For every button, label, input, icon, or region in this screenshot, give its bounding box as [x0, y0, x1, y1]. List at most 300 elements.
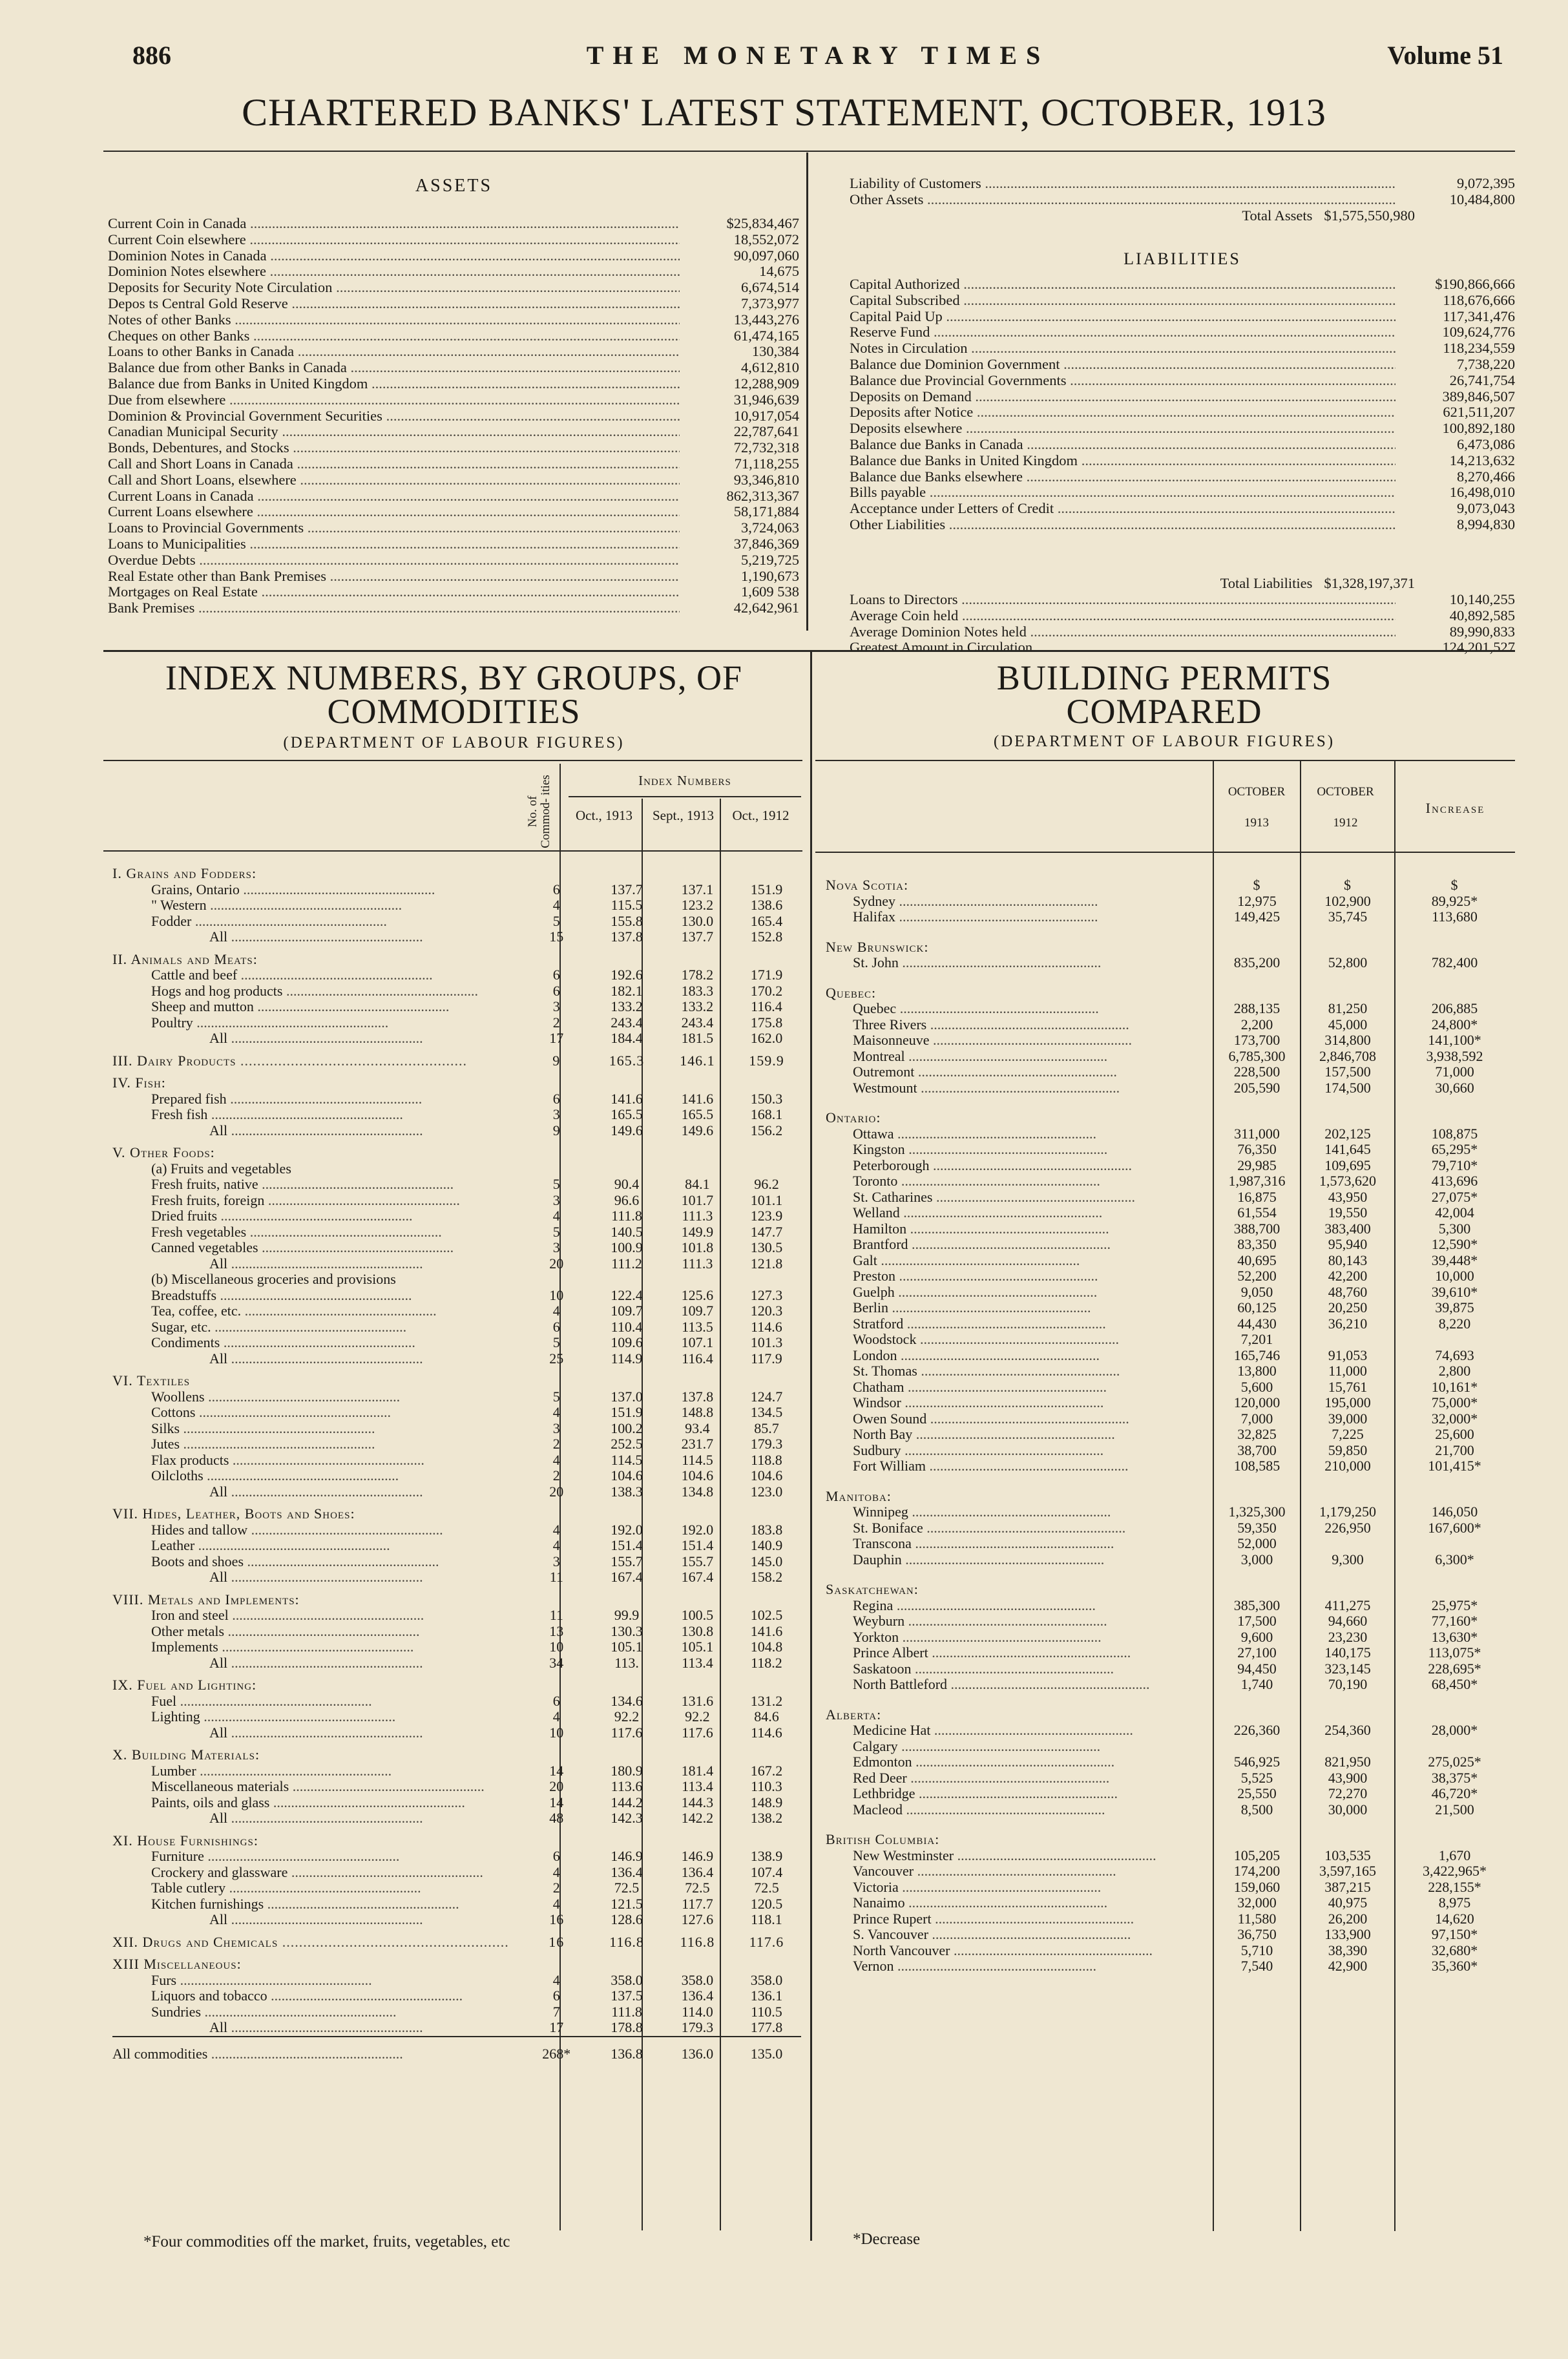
- index-cell-n: [522, 945, 591, 968]
- index-row: [112, 1693, 801, 1710]
- permits-cell-a: 76,350: [1237, 1141, 1277, 1157]
- permits-cell-b: 80,143: [1328, 1252, 1368, 1268]
- permits-cell-b: 59,850: [1328, 1442, 1368, 1458]
- total-liabilities-value: $1,328,197,371: [1324, 575, 1415, 591]
- index-item-label: [112, 1208, 522, 1224]
- index-cell-n: 4: [552, 1971, 560, 1988]
- permits-leader-dots: ........................................................: [893, 1597, 1096, 1613]
- index-item-label: [112, 1639, 522, 1655]
- index-cell-n: 10: [549, 1639, 564, 1655]
- index-item-label: [112, 1849, 522, 1865]
- index-row: [112, 1015, 801, 1031]
- permits-label-text: Welland: [853, 1205, 900, 1221]
- index-row: [112, 2004, 801, 2020]
- index-label-text: All: [209, 1810, 228, 1826]
- index-cell-c: 110.5: [751, 2003, 782, 2020]
- permits-label-text: Ottawa: [853, 1126, 894, 1142]
- index-cell-b: 136.4: [681, 1987, 714, 2004]
- permits-cell-c: 113,075*: [1428, 1644, 1481, 1661]
- index-cell-b: 146.9: [681, 1848, 714, 1864]
- permits-city-label: [826, 1613, 1213, 1630]
- index-cell-n: 3: [552, 1239, 560, 1255]
- index-cell-a: 113.: [614, 1654, 639, 1671]
- index-cell-b: 117.6: [682, 1724, 713, 1741]
- index-leader-dots: ......................................................: [218, 1639, 414, 1655]
- statement-row: [108, 520, 799, 536]
- index-leader-dots: ......................................................: [206, 897, 402, 913]
- permits-cell-a: 40,695: [1237, 1252, 1277, 1268]
- index-cell-b: 183.3: [681, 982, 714, 999]
- index-label-text: VII. Hides, Leather, Boots and Shoes:: [112, 1505, 355, 1522]
- index-item-label: [112, 1319, 522, 1336]
- index-item-label: [112, 1624, 522, 1640]
- statement-value: 862,313,367: [726, 487, 799, 504]
- index-cell-a: [591, 1827, 663, 1849]
- index-row: [112, 1123, 801, 1139]
- index-cell-b: 231.7: [681, 1436, 714, 1452]
- permits-cell-b: 314,800: [1324, 1032, 1371, 1048]
- permits-cell-a: 165,746: [1233, 1347, 1281, 1363]
- index-leader-dots: ......................................................: [217, 1208, 413, 1224]
- statement-row: [850, 389, 1515, 405]
- permits-city-label: [826, 1443, 1213, 1459]
- index-row: [112, 1484, 801, 1500]
- permits-cell-a: 61,554: [1237, 1204, 1277, 1221]
- index-cell-a: 96.6: [614, 1191, 640, 1208]
- permits-cell-c: 228,155*: [1428, 1878, 1481, 1895]
- permits-label-text: Alberta:: [826, 1706, 882, 1723]
- permits-label-text: Prince Albert: [853, 1645, 928, 1661]
- index-cell-a: 100.2: [611, 1420, 643, 1436]
- permits-leader-dots: ........................................................: [926, 1410, 1129, 1427]
- index-row: [112, 1538, 801, 1554]
- index-cell-b: 146.1: [680, 1052, 715, 1069]
- index-subheader-rule: [103, 850, 802, 852]
- permits-label-text: Winnipeg: [853, 1504, 908, 1520]
- statement-row: [108, 296, 799, 312]
- index-cell-n: 4: [552, 897, 560, 913]
- index-cell-a: 165.3: [609, 1052, 645, 1069]
- permits-cell-a: 159,060: [1233, 1878, 1281, 1895]
- index-cell-c: 140.9: [750, 1537, 783, 1553]
- index-label-text: All: [209, 1122, 228, 1138]
- permits-cell-b: 9,300: [1332, 1551, 1364, 1567]
- index-item-label: [112, 1484, 522, 1500]
- index-row: [112, 882, 801, 898]
- permits-cell-a: 311,000: [1234, 1125, 1280, 1142]
- index-row: [112, 1224, 801, 1241]
- index-cell-c: 131.2: [750, 1692, 783, 1709]
- permits-city-label: [826, 1458, 1213, 1474]
- index-label-text: Sugar, etc.: [151, 1319, 211, 1335]
- index-row: [112, 1795, 801, 1811]
- index-row: [112, 1319, 801, 1336]
- page-header: [132, 40, 1503, 79]
- permits-label-text: St. Thomas: [853, 1363, 917, 1379]
- permits-row: [826, 1064, 1514, 1080]
- index-label-text: XI. House Furnishings:: [112, 1832, 258, 1849]
- permits-cell-b: 11,000: [1328, 1363, 1367, 1379]
- permits-cell-c: 30,660: [1435, 1079, 1474, 1096]
- index-leader-dots: ......................................................: [227, 1122, 423, 1138]
- index-cell-b: 141.6: [681, 1090, 714, 1107]
- permits-city-label: [826, 1677, 1213, 1693]
- index-cell-c: [732, 1671, 801, 1693]
- permits-row: [826, 1395, 1514, 1411]
- index-cell-c: 152.8: [750, 928, 783, 945]
- statement-label: Loans to Provincial Governments .....: [108, 520, 680, 536]
- statement-row: [850, 437, 1515, 453]
- index-cell-b: 114.5: [682, 1451, 713, 1468]
- permits-cell-b: 95,940: [1328, 1236, 1368, 1252]
- statement-label: Bonds, Debentures, and Stocks .....: [108, 440, 680, 456]
- index-item-label: [112, 1896, 522, 1913]
- index-item-label: [112, 1538, 522, 1554]
- index-row: [112, 1849, 801, 1865]
- permits-cell-b: [1301, 1739, 1395, 1755]
- permits-city-label: [826, 1348, 1213, 1364]
- index-cell-c: 118.1: [751, 1911, 782, 1927]
- index-cell-c: 151.9: [750, 881, 783, 897]
- index-cell-b: 137.7: [681, 928, 714, 945]
- index-cell-c: 118.2: [751, 1654, 782, 1671]
- index-item-label: [112, 1779, 522, 1795]
- index-cell-n: [522, 1586, 591, 1608]
- index-cell-a: 99.9: [614, 1607, 640, 1623]
- permits-city-label: [826, 894, 1213, 910]
- index-cell-b: 109.7: [681, 1303, 714, 1319]
- permits-leader-dots: ........................................................: [877, 1252, 1080, 1268]
- index-cell-b: 105.1: [681, 1639, 714, 1655]
- index-cell-n: 25: [549, 1350, 564, 1367]
- permits-leader-dots: ........................................................: [908, 1504, 1111, 1520]
- index-cell-a: 90.4: [614, 1176, 640, 1192]
- statement-label: Balance due from other Banks in Canada .....: [108, 360, 680, 376]
- index-cell-b: 123.2: [681, 897, 714, 913]
- permits-label-text: New Brunswick:: [826, 938, 929, 955]
- permits-cell-a: 1,325,300: [1228, 1504, 1286, 1520]
- index-label-text: Furniture: [151, 1849, 204, 1864]
- index-group-row: [112, 1047, 801, 1069]
- permits-cell-a: 11,580: [1237, 1910, 1277, 1927]
- statement-label: Depos ts Central Gold Reserve .....: [108, 296, 680, 312]
- index-cell-b: 192.0: [681, 1521, 714, 1538]
- index-cell-a: 92.2: [614, 1708, 640, 1725]
- index-footnote: *Four commodities off the market, fruits, vegetables, etc: [143, 2233, 510, 2250]
- permits-leader-dots: ........................................................: [901, 1551, 1105, 1567]
- permits-cell-a: 83,350: [1237, 1236, 1277, 1252]
- permits-label-text: Windsor: [853, 1395, 901, 1410]
- permits-city-label: [826, 1158, 1213, 1174]
- permits-province-row: [826, 925, 1514, 956]
- statement-row: [108, 408, 799, 425]
- statement-value: 7,373,977: [741, 295, 799, 311]
- index-group-label: [112, 945, 522, 968]
- permits-row: [826, 1880, 1514, 1896]
- index-cell-a: 128.6: [611, 1911, 643, 1927]
- permits-row: [826, 1158, 1514, 1174]
- index-group-row: [112, 1367, 801, 1389]
- permits-cell-c: 413,696: [1431, 1173, 1478, 1189]
- permits-cell-b: [1301, 1693, 1395, 1723]
- index-leader-dots: ......................................................: [191, 913, 387, 929]
- permits-city-label: [826, 1017, 1213, 1033]
- index-cell-c: 72.5: [754, 1880, 779, 1896]
- permits-cell-c: 38,375*: [1431, 1769, 1478, 1786]
- index-row: [112, 1810, 801, 1827]
- index-leader-dots: ......................................................: [226, 1091, 423, 1107]
- permits-leader-dots: ........................................................: [903, 1316, 1106, 1332]
- index-leader-dots: ......................................................: [176, 1972, 372, 1988]
- permits-row: [826, 1598, 1514, 1614]
- index-cell-c: 167.2: [750, 1762, 783, 1779]
- statement-label: Dominion Notes in Canada .....: [108, 248, 680, 264]
- index-label-text: Leather: [151, 1538, 195, 1553]
- permits-row: [826, 1332, 1514, 1348]
- statement-value: 71,118,255: [734, 455, 799, 472]
- index-cell-c: 110.3: [751, 1778, 782, 1794]
- index-label-text: Paints, oils and glass: [151, 1794, 270, 1810]
- index-cell-b: 130.8: [681, 1622, 714, 1639]
- index-group-row: [112, 1827, 801, 1849]
- permits-label-text: Preston: [853, 1268, 895, 1284]
- permits-cell-b: 19,550: [1328, 1204, 1368, 1221]
- statement-label: Bank Premises .....: [108, 600, 680, 616]
- index-cell-c: [732, 1586, 801, 1608]
- permits-city-label: [826, 1552, 1213, 1568]
- permits-footnote: *Decrease: [853, 2230, 921, 2248]
- index-cell-n: 3: [552, 998, 560, 1014]
- liabilities-after-list: [850, 592, 1515, 656]
- index-label-text: Jutes: [151, 1436, 180, 1452]
- index-item-label: [112, 1709, 522, 1725]
- permits-leader-dots: ........................................................: [888, 1300, 1091, 1316]
- statement-value: 31,946,639: [733, 391, 799, 408]
- permits-label-text: Sydney: [853, 893, 895, 909]
- index-cell-b: 93.4: [685, 1420, 710, 1436]
- index-cell-a: 192.6: [611, 967, 643, 983]
- statement-row: [108, 376, 799, 392]
- permits-cell-b: 43,900: [1328, 1769, 1368, 1786]
- index-col-count-label: No. of Commod- ities: [526, 775, 552, 848]
- permits-cell-c: 27,075*: [1431, 1188, 1478, 1205]
- index-leader-dots: ......................................................: [203, 1468, 399, 1484]
- index-group-label: [112, 1069, 522, 1091]
- index-cell-b: 127.6: [681, 1911, 714, 1927]
- index-label-text: Silks: [151, 1420, 180, 1436]
- permits-city-label: [826, 1911, 1213, 1927]
- permits-table: [826, 863, 1514, 1975]
- index-row: [112, 1608, 801, 1624]
- index-cell-a: 151.9: [611, 1404, 643, 1420]
- index-cell-n: 4: [552, 1208, 560, 1224]
- index-row: [112, 1896, 801, 1913]
- permits-cell-a: 120,000: [1233, 1394, 1281, 1410]
- permits-cell-c: 228,695*: [1428, 1660, 1481, 1677]
- index-leader-dots: ......................................................: [195, 1405, 391, 1420]
- index-item-label: [112, 1468, 522, 1484]
- index-row: [112, 1335, 801, 1351]
- permits-cell-a: 5,600: [1240, 1378, 1273, 1395]
- permits-city-label: [826, 955, 1213, 971]
- index-cell-a: 137.0: [611, 1388, 643, 1405]
- index-cell-b: 167.4: [681, 1569, 714, 1585]
- index-cell-n: 34: [549, 1654, 564, 1671]
- statement-row: [108, 392, 799, 408]
- total-liabilities-label: Total Liabilities: [1220, 575, 1313, 591]
- index-item-label: [112, 1123, 522, 1139]
- permits-cell-a: 228,500: [1233, 1064, 1281, 1080]
- index-cell-b: 101.8: [681, 1239, 714, 1255]
- permits-cell-a: 5,710: [1240, 1942, 1273, 1958]
- permits-row: [826, 1001, 1514, 1017]
- index-item-label: [112, 1177, 522, 1193]
- statement-row: [108, 264, 799, 280]
- permits-leader-dots: ........................................................: [904, 1613, 1107, 1629]
- index-cell-c: 159.9: [749, 1052, 784, 1069]
- permits-cell-a: [1213, 1096, 1301, 1126]
- permits-label-text: Red Deer: [853, 1770, 907, 1786]
- statement-label: Bills payable .....: [850, 485, 1396, 501]
- statement-value: 6,473,086: [1457, 435, 1515, 452]
- liabilities-list: [850, 277, 1515, 533]
- permits-leader-dots: ........................................................: [928, 1645, 1131, 1661]
- permits-cell-a: 9,600: [1240, 1628, 1273, 1645]
- permits-cell-a: 17,500: [1237, 1613, 1277, 1629]
- index-item-label: [112, 1224, 522, 1241]
- statement-row: [108, 456, 799, 472]
- statement-value: 8,994,830: [1457, 516, 1515, 532]
- statement-label: Balance due from Banks in United Kingdom .....: [108, 376, 680, 392]
- permits-cell-c: 25,975*: [1431, 1597, 1478, 1613]
- permits-row: [826, 1190, 1514, 1206]
- index-cell-n: 3: [552, 1420, 560, 1436]
- permits-cell-b: 133,900: [1324, 1926, 1371, 1942]
- index-row: [112, 1725, 801, 1741]
- statement-label: Balance due Provincial Governments .....: [850, 373, 1396, 389]
- permits-cell-a: 105,205: [1233, 1847, 1281, 1863]
- index-row: [112, 1193, 801, 1209]
- index-cell-c: 168.1: [750, 1106, 783, 1122]
- index-cell-n: 13: [549, 1622, 564, 1639]
- permits-leader-dots: ........................................................: [894, 1284, 1098, 1300]
- permits-cell-a: 174,200: [1233, 1863, 1281, 1879]
- index-cell-a: 116.8: [609, 1933, 644, 1950]
- index-cell-c: [732, 1138, 801, 1161]
- permits-leader-dots: ........................................................: [911, 1536, 1114, 1551]
- index-label-text: Fresh fruits, native: [151, 1177, 258, 1192]
- index-cell-a: 358.0: [611, 1971, 643, 1988]
- permits-cell-b: 39,000: [1328, 1410, 1368, 1427]
- permits-leader-dots: ........................................................: [912, 1754, 1115, 1770]
- statement-row: [850, 517, 1515, 533]
- permits-label-text: Ontario:: [826, 1109, 881, 1126]
- journal-title: THE MONETARY TIMES: [586, 41, 1050, 70]
- index-cell-a: 110.4: [611, 1318, 643, 1335]
- index-cell-a: 167.4: [611, 1569, 643, 1585]
- permits-cell-b: 254,360: [1324, 1722, 1371, 1738]
- permits-row: [826, 1017, 1514, 1033]
- permits-city-label: [826, 1033, 1213, 1049]
- statement-row: [108, 472, 799, 488]
- permits-cell-b: 38,390: [1328, 1942, 1368, 1958]
- permits-label-text: Regina: [853, 1597, 894, 1613]
- index-leader-dots: ......................................................: [227, 1725, 423, 1741]
- permits-row: [826, 1363, 1514, 1379]
- statement-label: Notes of other Banks .....: [108, 312, 680, 328]
- index-row: [112, 1468, 801, 1484]
- permits-leader-dots: ........................................................: [932, 1189, 1135, 1205]
- index-cell-c: 130.5: [750, 1239, 783, 1255]
- index-cell-b: 116.8: [680, 1933, 715, 1950]
- index-cell-n: [522, 1741, 591, 1763]
- index-col3-header: Oct., 1912: [732, 808, 789, 823]
- permits-cell-c: 3,938,592: [1426, 1047, 1483, 1064]
- permits-cell-a: 94,450: [1237, 1660, 1277, 1677]
- index-cell-b: [663, 1138, 732, 1161]
- permits-row: [826, 1504, 1514, 1520]
- permits-cell-a: 44,430: [1237, 1315, 1277, 1332]
- index-group-row: [112, 1671, 801, 1693]
- permits-cell-b: 26,200: [1328, 1910, 1368, 1927]
- permits-cell-c: [1395, 1536, 1514, 1552]
- index-label-text: All: [209, 929, 228, 945]
- permits-cell-b: 226,950: [1324, 1519, 1371, 1536]
- permits-cell-a: 173,700: [1233, 1032, 1281, 1048]
- permits-cell-c: 5,300: [1438, 1220, 1471, 1237]
- index-cell-n: 6: [552, 881, 560, 897]
- statement-label: Deposits after Notice .....: [850, 404, 1396, 421]
- index-cell-c: 120.5: [750, 1895, 783, 1912]
- permits-cell-b: 103,535: [1324, 1847, 1371, 1863]
- index-group-label: [112, 1827, 522, 1849]
- index-cell-a: [591, 1069, 663, 1091]
- index-item-label: [112, 967, 522, 983]
- permits-cell-a: 7,540: [1240, 1958, 1273, 1974]
- statement-row: [108, 440, 799, 456]
- permits-cell-a: 59,350: [1237, 1519, 1277, 1536]
- index-cell-n: 20: [549, 1778, 564, 1794]
- index-cell-c: 120.3: [750, 1303, 783, 1319]
- statement-value: 22,787,641: [733, 423, 799, 440]
- index-item-label: [112, 1554, 522, 1570]
- index-cell-c: 84.6: [754, 1708, 779, 1725]
- permits-label-text: Owen Sound: [853, 1410, 927, 1427]
- index-cell-n: [522, 1671, 591, 1693]
- index-item-label: [112, 1725, 522, 1741]
- index-row: [112, 1031, 801, 1047]
- index-label-text: (b) Miscellaneous groceries and provisions: [151, 1272, 396, 1287]
- index-cell-c: [732, 1500, 801, 1522]
- permits-city-label: [826, 1598, 1213, 1614]
- permits-leader-dots: ........................................................: [912, 1427, 1115, 1442]
- index-row: [112, 1569, 801, 1586]
- index-cell-c: 179.3: [750, 1436, 783, 1452]
- statement-row: [850, 624, 1515, 640]
- permits-city-label: [826, 1300, 1213, 1316]
- total-assets-label: Total Assets: [1242, 207, 1313, 224]
- index-cell-b: 130.0: [681, 912, 714, 929]
- statement-label: Dominion Notes elsewhere .....: [108, 264, 680, 280]
- permits-city-label: [826, 1001, 1213, 1017]
- index-cell-n: 6: [552, 982, 560, 999]
- index-label-text: Fresh fish: [151, 1107, 208, 1122]
- index-cell-n: 5: [552, 1176, 560, 1192]
- index-cell-c: 150.3: [750, 1090, 783, 1107]
- permits-label-text: Yorkton: [853, 1629, 899, 1645]
- index-row: [112, 1161, 801, 1177]
- index-label-text: Liquors and tobacco: [151, 1988, 267, 2004]
